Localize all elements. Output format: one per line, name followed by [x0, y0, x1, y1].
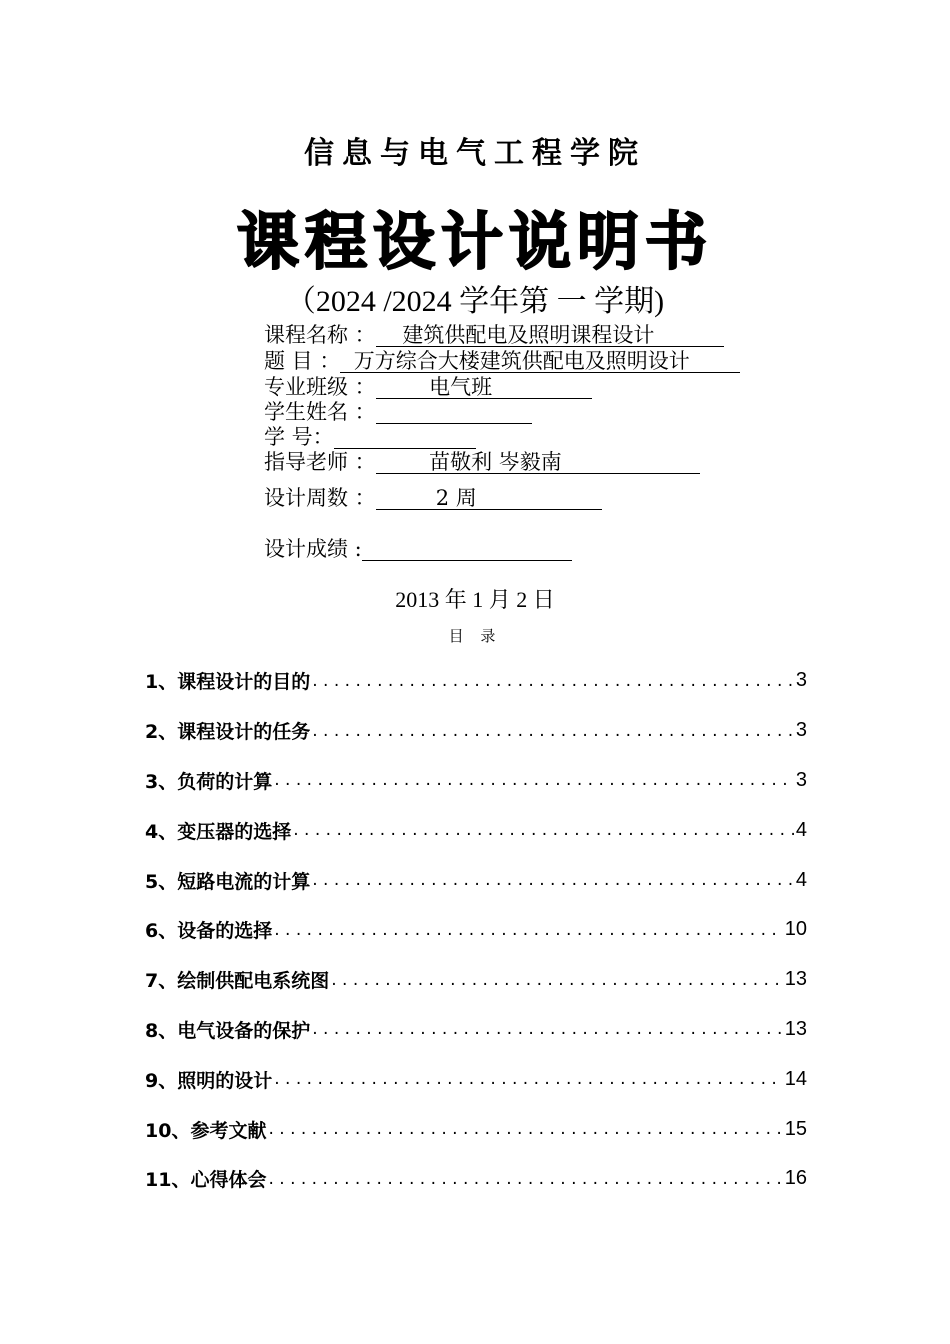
field-design-weeks	[264, 485, 602, 511]
toc-item-label: 2、课程设计的任务	[145, 721, 311, 744]
field-course-name	[264, 322, 724, 348]
field-value: 建筑供配电及照明课程设计	[376, 324, 724, 347]
toc-item[interactable]	[145, 756, 807, 806]
toc-leader-dots	[268, 1169, 782, 1189]
toc-leader-dots	[293, 820, 794, 840]
document-title: 课程设计说明书	[236, 205, 713, 278]
toc-item[interactable]	[145, 706, 807, 756]
toc-item-label: 8、电气设备的保护	[145, 1019, 311, 1042]
toc-item-label: 7、绘制供配电系统图	[145, 970, 330, 993]
field-label: 设计成绩 :	[264, 537, 362, 561]
toc-leader-dots	[274, 920, 783, 940]
toc-item-page: 14	[784, 1067, 807, 1090]
field-label: 题 目 ：	[264, 349, 341, 373]
toc-leader-dots	[312, 870, 794, 890]
field-design-grade	[264, 536, 572, 562]
field-label: 学 号：	[264, 425, 334, 449]
toc-item-label: 9、照明的设计	[145, 1069, 273, 1092]
field-value: 万方综合大楼建筑供配电及照明设计	[340, 350, 740, 373]
toc-leader-dots	[312, 671, 794, 691]
toc-leader-dots	[274, 1069, 783, 1089]
toc-item[interactable]	[145, 1104, 807, 1154]
toc-heading: 目 录	[448, 627, 502, 645]
field-value: 2 周	[376, 487, 602, 510]
toc-leader-dots	[312, 1019, 783, 1039]
school-name: 信息与电气工程学院	[304, 136, 646, 171]
field-label: 学生姓名 ：	[264, 400, 376, 424]
toc-leader-dots	[331, 970, 783, 990]
field-student-name	[264, 399, 532, 425]
toc-item-page: 3	[795, 768, 807, 791]
toc-item[interactable]	[145, 1054, 807, 1104]
toc-item-page: 4	[795, 818, 807, 841]
toc-item-label: 11、心得体会	[145, 1169, 267, 1192]
toc-item-page: 10	[784, 918, 807, 941]
academic-term: （2024 /2024 学年第 一 学期)	[285, 285, 665, 318]
field-value	[376, 401, 532, 424]
toc-item-page: 16	[784, 1167, 807, 1190]
toc-item[interactable]	[145, 1154, 807, 1204]
field-label: 设计周数 ：	[264, 486, 376, 510]
field-student-id	[264, 424, 476, 450]
toc-item-page: 4	[795, 868, 807, 891]
toc-item[interactable]	[145, 905, 807, 955]
field-value	[334, 426, 476, 449]
field-advisor	[264, 449, 700, 475]
field-label: 指导老师 ：	[264, 450, 376, 474]
toc-item-label: 4、变压器的选择	[145, 820, 292, 843]
toc-item[interactable]	[145, 1005, 807, 1055]
table-of-contents	[145, 656, 807, 1204]
toc-leader-dots	[312, 721, 794, 741]
toc-item-page: 3	[795, 669, 807, 692]
toc-item-label: 5、短路电流的计算	[145, 870, 311, 893]
toc-item-page: 13	[784, 968, 807, 991]
field-value: 电气班	[376, 376, 592, 399]
field-topic	[264, 348, 740, 374]
field-value	[362, 538, 572, 561]
document-date: 2013 年 1 月 2 日	[395, 587, 555, 612]
field-label: 课程名称 ：	[264, 323, 376, 347]
toc-item-page: 3	[795, 719, 807, 742]
toc-item-label: 6、设备的选择	[145, 920, 273, 943]
toc-item[interactable]	[145, 955, 807, 1005]
toc-item[interactable]	[145, 805, 807, 855]
toc-leader-dots	[274, 770, 794, 790]
toc-item-label: 10、参考文献	[145, 1119, 267, 1142]
toc-item[interactable]	[145, 855, 807, 905]
toc-item[interactable]	[145, 656, 807, 706]
field-label: 专业班级 ：	[264, 375, 376, 399]
field-value: 苗敬利 岑毅南	[376, 451, 700, 474]
toc-item-label: 1、课程设计的目的	[145, 671, 311, 694]
field-major-class	[264, 374, 592, 400]
toc-leader-dots	[268, 1119, 782, 1139]
toc-item-page: 15	[784, 1117, 807, 1140]
toc-item-page: 13	[784, 1017, 807, 1040]
toc-item-label: 3、负荷的计算	[145, 770, 273, 793]
